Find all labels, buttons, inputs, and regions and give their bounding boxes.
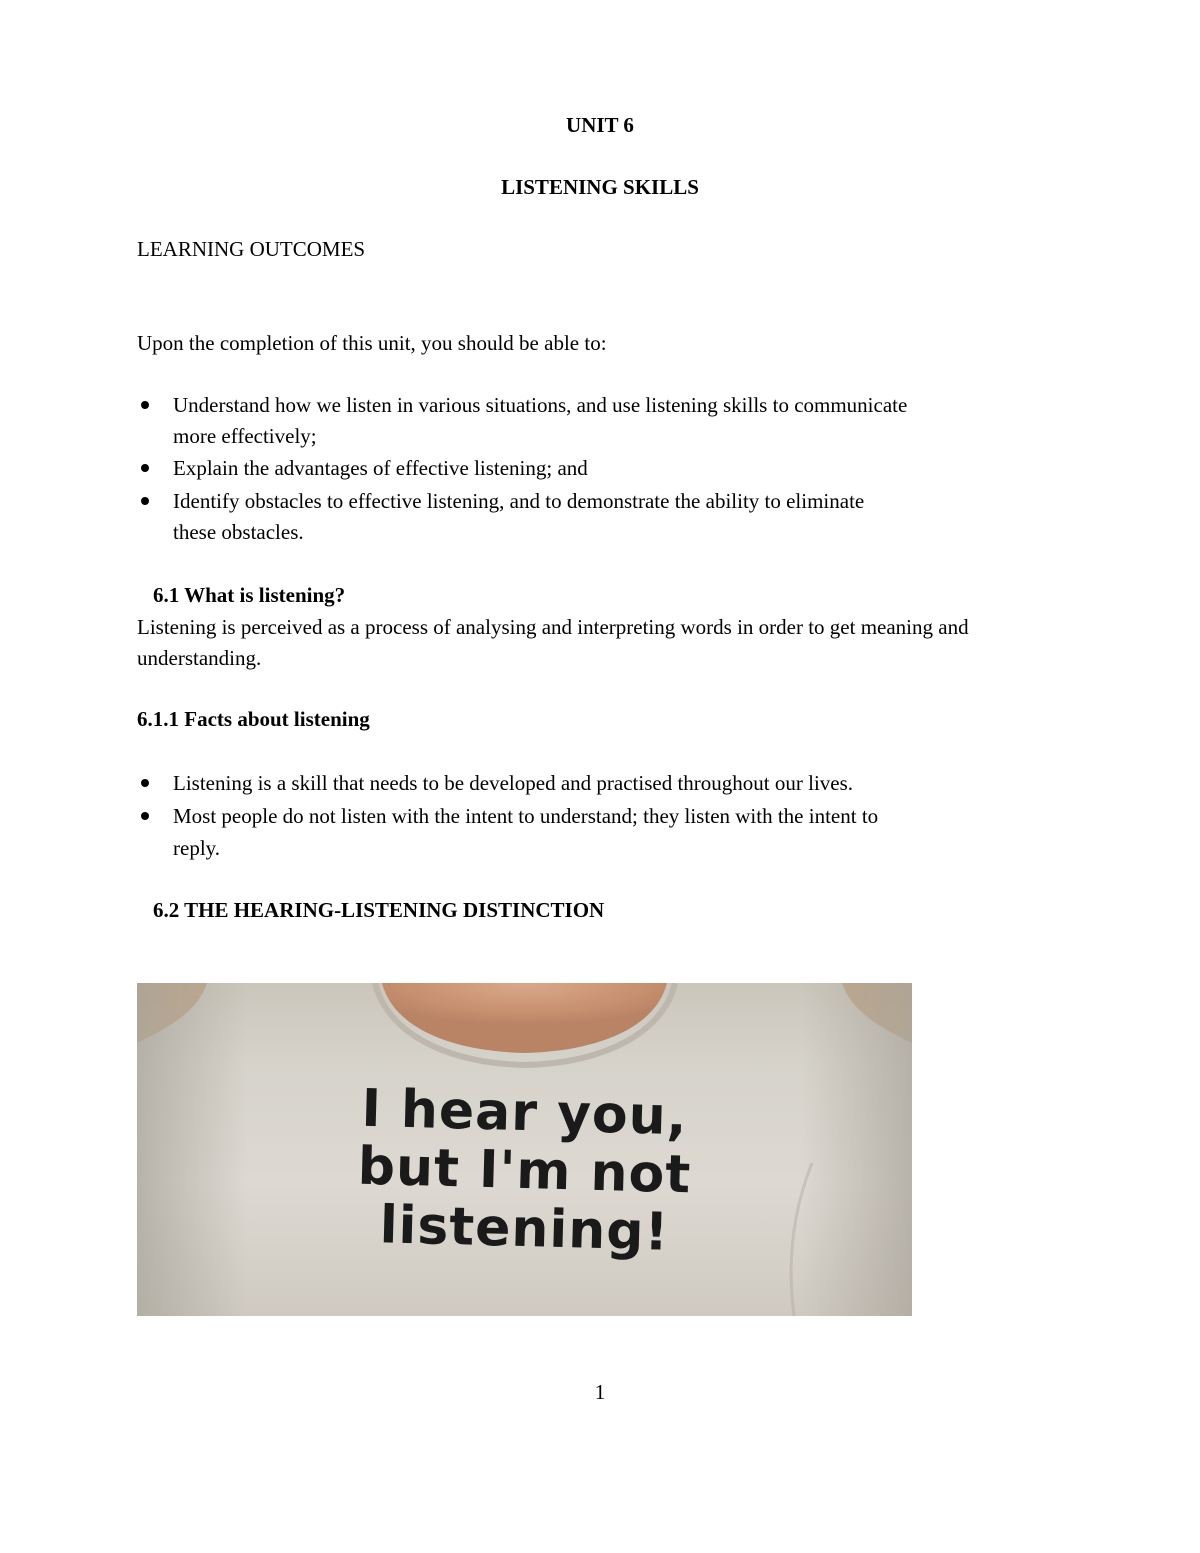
bullet-icon: [141, 497, 149, 505]
list-item-text-continued: more effectively;: [173, 424, 317, 448]
list-item-text: Explain the advantages of effective listening; and: [173, 456, 588, 480]
list-item-text-continued: these obstacles.: [173, 520, 304, 544]
section-heading-6-1: 6.1 What is listening?: [153, 583, 346, 607]
list-item-text: Most people do not listen with the intent to understand; they listen with the intent to: [173, 804, 879, 828]
shirt-text-line-1: I hear you,: [360, 1078, 689, 1148]
unit-subtitle: LISTENING SKILLS: [501, 175, 699, 199]
list-item-text-continued: reply.: [173, 836, 221, 860]
bullet-icon: [141, 401, 149, 409]
section-heading-6-1-1: 6.1.1 Facts about listening: [137, 707, 370, 731]
list-item-text: Understand how we listen in various situations, and use listening skills to communicate: [173, 393, 908, 417]
bullet-icon: [141, 812, 149, 820]
section-body-6-1-continued: understanding.: [137, 646, 262, 670]
shirt-text-line-3: listening!: [378, 1195, 671, 1263]
list-item-text: Identify obstacles to effective listening, and to demonstrate the ability to eliminate: [173, 489, 865, 513]
intro-text: Upon the completion of this unit, you should be able to:: [137, 331, 607, 355]
tshirt-photo: [137, 983, 912, 1316]
section-body-6-1: Listening is perceived as a process of analysing and interpreting words in order to get meaning and: [137, 615, 969, 639]
learning-outcomes-heading: LEARNING OUTCOMES: [137, 237, 366, 261]
shirt-text-line-2: but I'm not: [357, 1136, 692, 1206]
page-number: 1: [594, 1380, 606, 1404]
unit-title: UNIT 6: [566, 113, 634, 137]
list-item-text: Listening is a skill that needs to be developed and practised throughout our lives.: [173, 771, 854, 795]
bullet-icon: [141, 779, 149, 787]
section-heading-6-2: 6.2 THE HEARING-LISTENING DISTINCTION: [153, 898, 605, 922]
bullet-icon: [141, 464, 149, 472]
